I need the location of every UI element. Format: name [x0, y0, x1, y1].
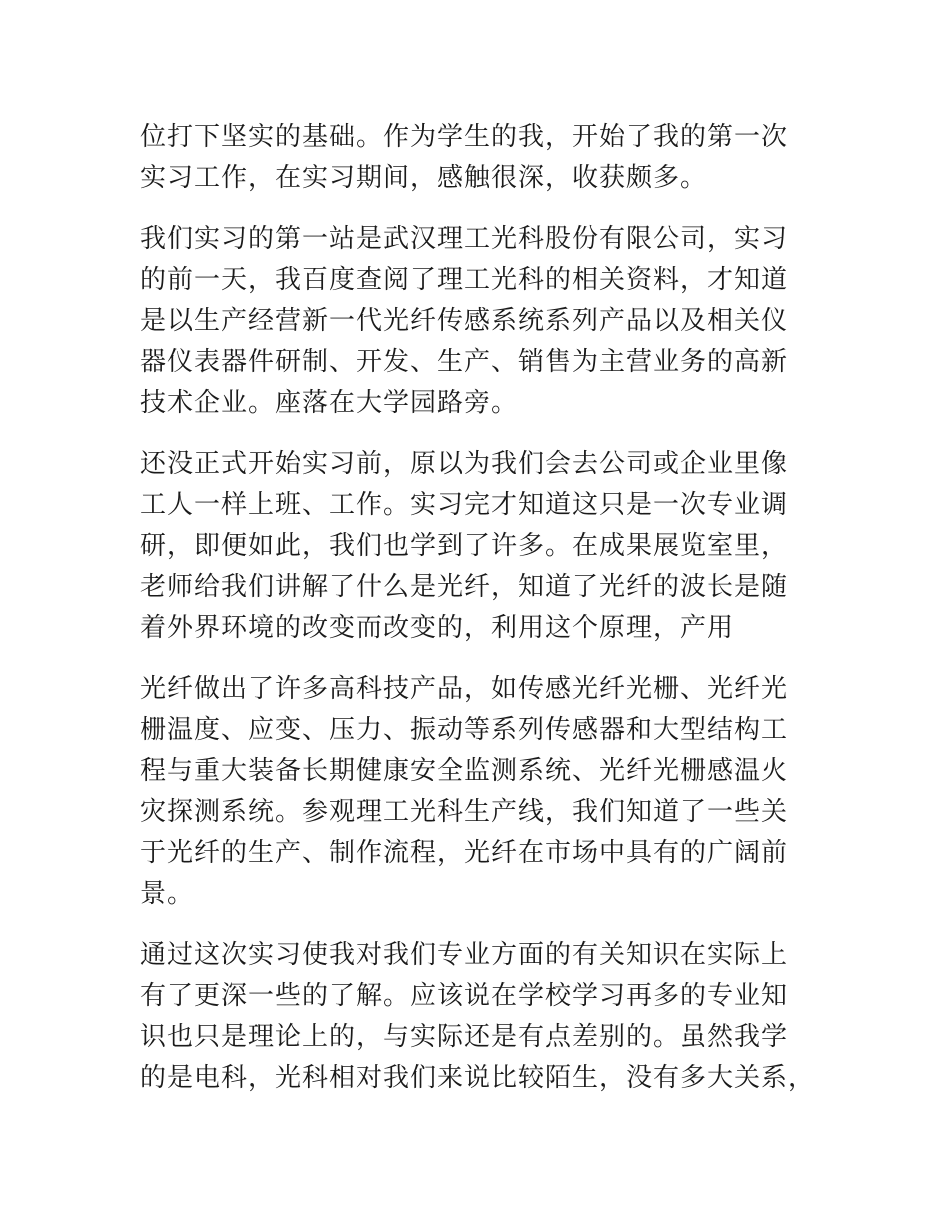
text-line: 光纤做出了许多高科技产品，如传感光纤光栅、光纤光 [140, 674, 789, 704]
text-line: 器仪表器件研制、开发、生产、销售为主营业务的高新 [140, 347, 789, 377]
text-line: 有了更深一些的了解。应该说在学校学习再多的专业知 [140, 981, 789, 1011]
text-line: 是以生产经营新一代光纤传感系统系列产品以及相关仪 [140, 306, 789, 336]
text-line: 位打下坚实的基础。作为学生的我，开始了我的第一次 [140, 122, 789, 152]
paragraph-4 [140, 669, 840, 915]
text-line: 于光纤的生产、制作流程，光纤在市场中具有的广阔前 [140, 838, 789, 868]
text-line: 我们实习的第一站是武汉理工光科股份有限公司，实习 [140, 224, 789, 254]
text-line: 栅温度、应变、压力、振动等系列传感器和大型结构工 [140, 715, 789, 745]
paragraph-5 [140, 935, 840, 1099]
text-line: 灾探测系统。参观理工光科生产线，我们知道了一些关 [140, 797, 789, 827]
text-line: 还没正式开始实习前，原以为我们会去公司或企业里像 [140, 449, 789, 479]
text-line: 实习工作，在实习期间，感触很深，收获颇多。 [140, 163, 708, 193]
document-page [140, 117, 840, 1119]
paragraph-3 [140, 444, 840, 649]
text-line: 着外界环境的改变而改变的，利用这个原理，产用 [140, 613, 735, 643]
text-line: 的前一天，我百度查阅了理工光科的相关资料，才知道 [140, 265, 789, 295]
paragraph-1 [140, 117, 840, 199]
text-line: 技术企业。座落在大学园路旁。 [140, 388, 519, 418]
text-line: 研，即便如此，我们也学到了许多。在成果展览室里， [140, 531, 789, 561]
text-line: 识也只是理论上的，与实际还是有点差别的。虽然我学 [140, 1022, 789, 1052]
paragraph-2 [140, 219, 840, 424]
text-line: 工人一样上班、工作。实习完才知道这只是一次专业调 [140, 490, 789, 520]
text-line: 老师给我们讲解了什么是光纤，知道了光纤的波长是随 [140, 572, 789, 602]
text-line: 程与重大装备长期健康安全监测系统、光纤光栅感温火 [140, 756, 789, 786]
text-line: 通过这次实习使我对我们专业方面的有关知识在实际上 [140, 940, 789, 970]
text-line: 的是电科，光科相对我们来说比较陌生，没有多大关系， [140, 1063, 816, 1093]
text-line: 景。 [140, 879, 195, 909]
